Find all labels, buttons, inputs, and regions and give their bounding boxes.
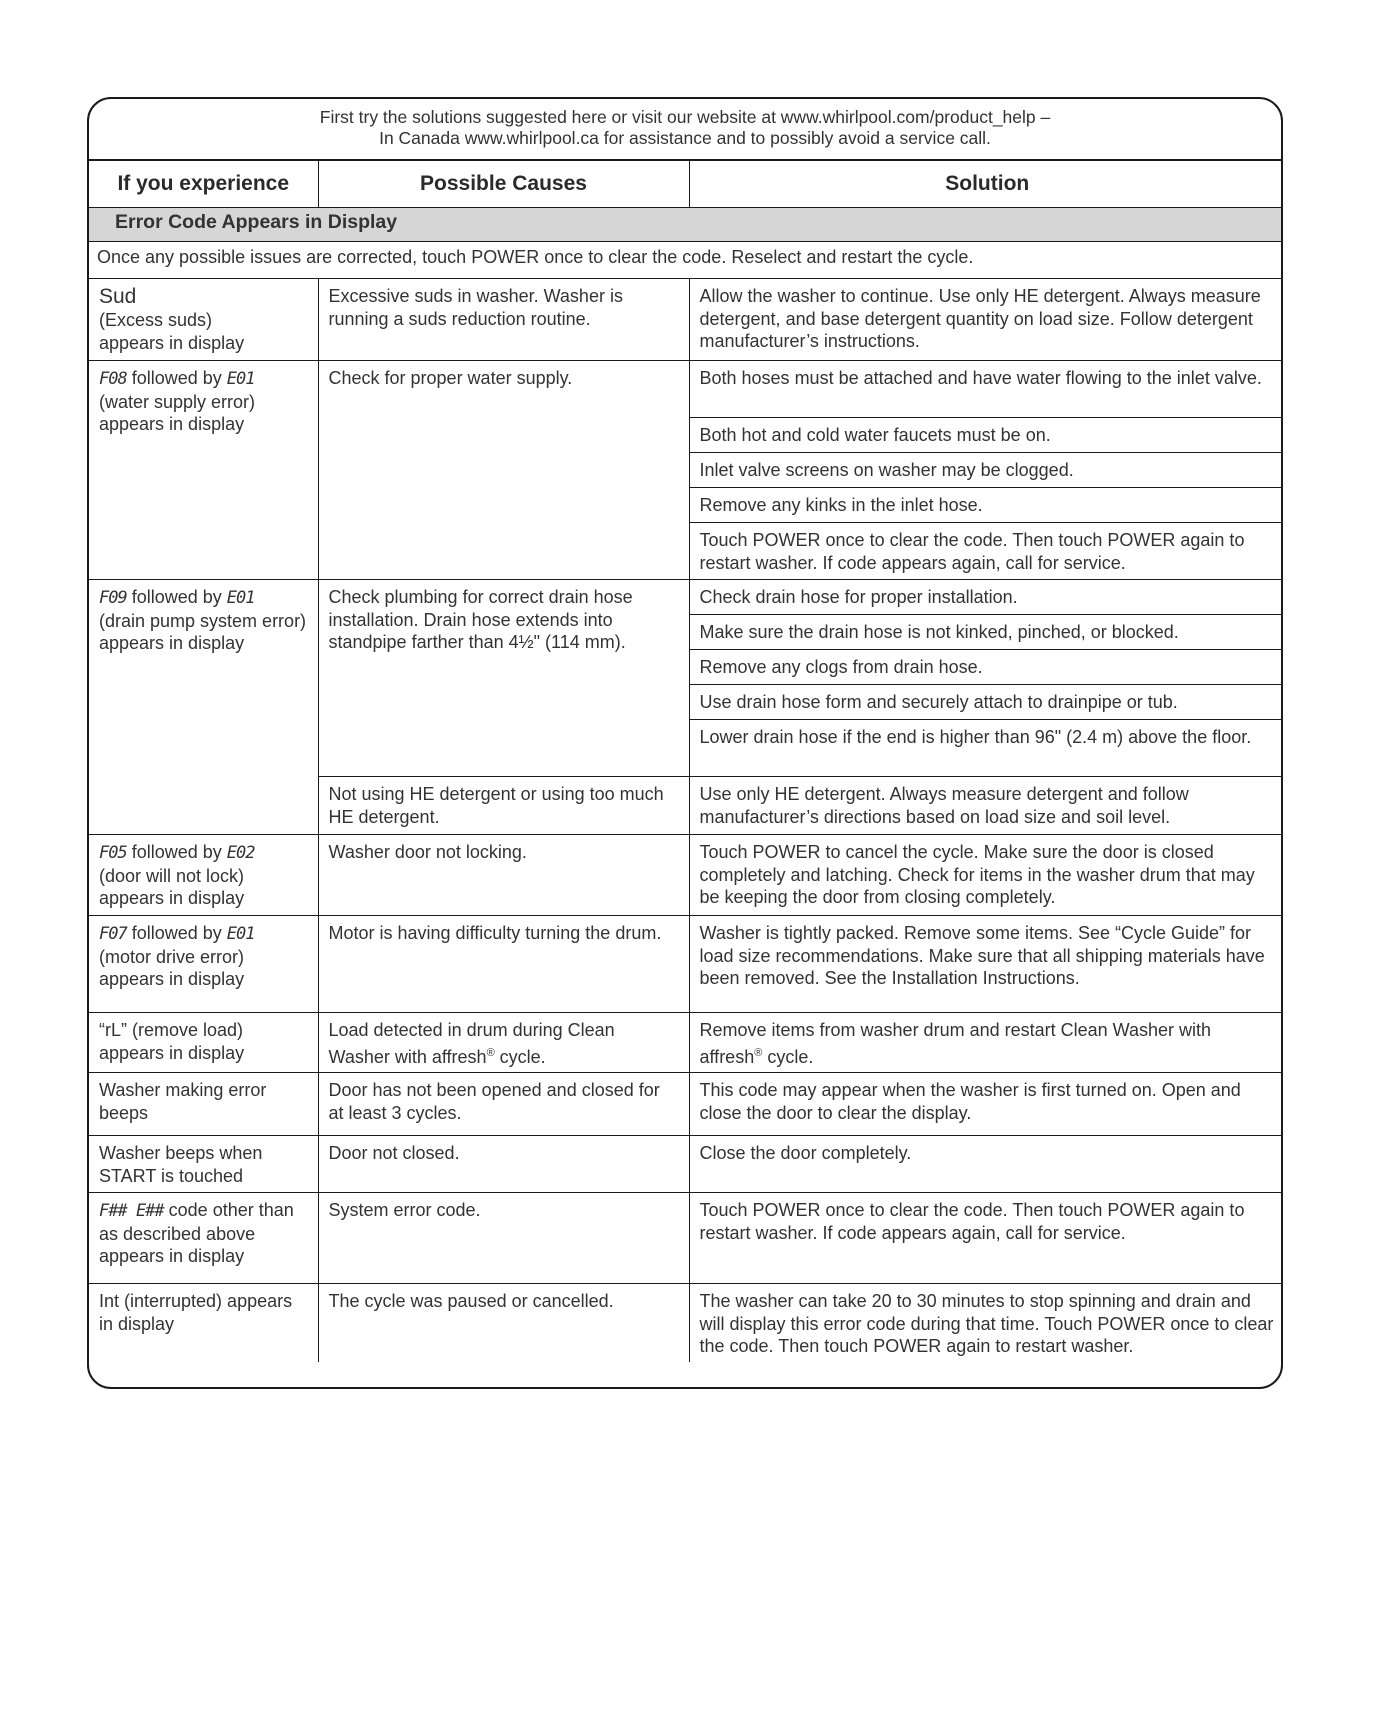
- solution-cell: Remove any clogs from drain hose.: [689, 650, 1283, 685]
- cause-cell: Excessive suds in washer. Washer is running a suds reduction routine.: [318, 279, 689, 361]
- sud-desc-2: appears in display: [99, 332, 245, 353]
- cause-cell: Washer door not locking.: [318, 835, 689, 916]
- table-row: [89, 835, 1283, 916]
- table-row: [89, 1136, 1283, 1193]
- header-experience: If you experience: [89, 161, 318, 208]
- experience-cell: Washer making error beeps: [89, 1073, 318, 1136]
- header-causes: Possible Causes: [318, 161, 689, 208]
- experience-cell: [89, 835, 318, 916]
- solution-cell: Close the door completely.: [689, 1136, 1283, 1193]
- cause-cell: Door not closed.: [318, 1136, 689, 1193]
- error-code: F## E##: [99, 1201, 164, 1221]
- cause-cell: System error code.: [318, 1193, 689, 1284]
- error-code: F05: [99, 843, 127, 863]
- solution-cell: Make sure the drain hose is not kinked, pinched, or blocked.: [689, 615, 1283, 650]
- solution-cell: The washer can take 20 to 30 minutes to stop spinning and drain and will display this error code during that time. Touch POWER once to clear the code. Then touch POWER again to restart washer.: [689, 1284, 1283, 1362]
- solution-cell: Lower drain hose if the end is higher than 96" (2.4 m) above the floor.: [689, 720, 1283, 777]
- note-row: [89, 242, 1283, 279]
- solution-cell: Both hot and cold water faucets must be on.: [689, 418, 1283, 453]
- experience-desc: (water supply error) appears in display: [99, 391, 256, 434]
- experience-desc: (motor drive error) appears in display: [99, 946, 245, 989]
- cause-cell: Check plumbing for correct drain hose installation. Drain hose extends into standpipe farther than 4½" (114 mm).: [318, 580, 689, 777]
- table-row: [89, 1193, 1283, 1284]
- table-row: [89, 1284, 1283, 1362]
- section-title: Error Code Appears in Display: [89, 208, 1283, 242]
- header-solution: Solution: [689, 161, 1283, 208]
- experience-cell: Int (interrupted) appears in display: [89, 1284, 318, 1362]
- solution-cell: Remove any kinks in the inlet hose.: [689, 488, 1283, 523]
- troubleshooting-table: [89, 161, 1283, 1362]
- cause-cell: The cycle was paused or cancelled.: [318, 1284, 689, 1362]
- solution-cell: Touch POWER once to clear the code. Then touch POWER again to restart washer. If code appears again, call for service.: [689, 1193, 1283, 1284]
- solution-cell: [689, 1013, 1283, 1073]
- sud-title: Sud: [99, 285, 137, 308]
- error-code: F09: [99, 588, 127, 608]
- experience-desc: code other than as described above appears in display: [99, 1200, 294, 1266]
- solution-cell: Washer is tightly packed. Remove some items. See “Cycle Guide” for load size recommendations. Make sure that all shipping materials have been removed. See the Installation Instructions.: [689, 916, 1283, 1013]
- experience-cell: [89, 580, 318, 835]
- solution-cell: Both hoses must be attached and have water flowing to the inlet valve.: [689, 361, 1283, 418]
- experience-cell: Washer beeps when START is touched: [89, 1136, 318, 1193]
- solution-cell: Allow the washer to continue. Use only HE detergent. Always measure detergent, and base detergent quantity on load size. Follow detergent manufacturer’s instructions.: [689, 279, 1283, 361]
- sud-desc-1: (Excess suds): [99, 310, 213, 330]
- table-row: [89, 361, 1283, 418]
- cause-cell: Check for proper water supply.: [318, 361, 689, 580]
- solution-cell: Touch POWER to cancel the cycle. Make sure the door is closed completely and latching. Check for items in the washer drum that may be keeping the door from closing completely.: [689, 835, 1283, 916]
- solution-cell: Touch POWER once to clear the code. Then touch POWER again to restart washer. If code appears again, call for service.: [689, 523, 1283, 580]
- table-row: [89, 1073, 1283, 1136]
- error-code: E01: [226, 588, 255, 608]
- followed-by-text: followed by: [126, 923, 227, 943]
- experience-cell: [89, 1193, 318, 1284]
- error-code: E01: [226, 924, 255, 944]
- intro-text: [89, 99, 1281, 161]
- table-row: [89, 279, 1283, 361]
- experience-desc: (door will not lock) appears in display: [99, 865, 245, 908]
- cause-text-end: cycle.: [494, 1046, 546, 1067]
- error-code: E01: [226, 369, 255, 389]
- experience-cell: [89, 361, 318, 580]
- solution-cell: This code may appear when the washer is first turned on. Open and close the door to clear the display.: [689, 1073, 1283, 1136]
- cause-cell: Not using HE detergent or using too much HE detergent.: [318, 777, 689, 835]
- experience-cell: [89, 279, 318, 361]
- solution-cell: Check drain hose for proper installation.: [689, 580, 1283, 615]
- section-row: [89, 208, 1283, 242]
- error-code: E02: [226, 843, 255, 863]
- intro-line-2: In Canada www.whirlpool.ca for assistance and to possibly avoid a service call.: [379, 128, 991, 148]
- followed-by-text: followed by: [126, 368, 227, 388]
- solution-text-end: cycle.: [762, 1046, 814, 1067]
- experience-cell: [89, 916, 318, 1013]
- solution-cell: Use drain hose form and securely attach to drainpipe or tub.: [689, 685, 1283, 720]
- registered-mark: ®: [754, 1046, 763, 1059]
- table-row: [89, 916, 1283, 1013]
- intro-line-1: First try the solutions suggested here or visit our website at www.whirlpool.com/product_help –: [319, 107, 1051, 127]
- followed-by-text: followed by: [126, 842, 227, 862]
- cause-text: Load detected in drum during Clean Washer with affresh: [328, 1020, 615, 1067]
- error-code: F07: [99, 924, 127, 944]
- section-note: Once any possible issues are corrected, touch POWER once to clear the code. Reselect and restart the cycle.: [89, 242, 1283, 279]
- error-code: F08: [99, 369, 127, 389]
- table-row: [89, 1013, 1283, 1073]
- table-row: [89, 580, 1283, 615]
- cause-cell: Door has not been opened and closed for at least 3 cycles.: [318, 1073, 689, 1136]
- cause-cell: Motor is having difficulty turning the drum.: [318, 916, 689, 1013]
- followed-by-text: followed by: [126, 587, 227, 607]
- experience-cell: “rL” (remove load) appears in display: [89, 1013, 318, 1073]
- header-row: [89, 161, 1283, 208]
- registered-mark: ®: [486, 1046, 495, 1059]
- solution-text: Remove items from washer drum and restart Clean Washer with affresh: [699, 1020, 1212, 1067]
- solution-cell: Inlet valve screens on washer may be clogged.: [689, 453, 1283, 488]
- experience-desc: (drain pump system error) appears in display: [99, 610, 307, 653]
- troubleshooting-panel: [87, 97, 1283, 1389]
- cause-cell: [318, 1013, 689, 1073]
- solution-cell: Use only HE detergent. Always measure detergent and follow manufacturer’s directions based on load size and soil level.: [689, 777, 1283, 835]
